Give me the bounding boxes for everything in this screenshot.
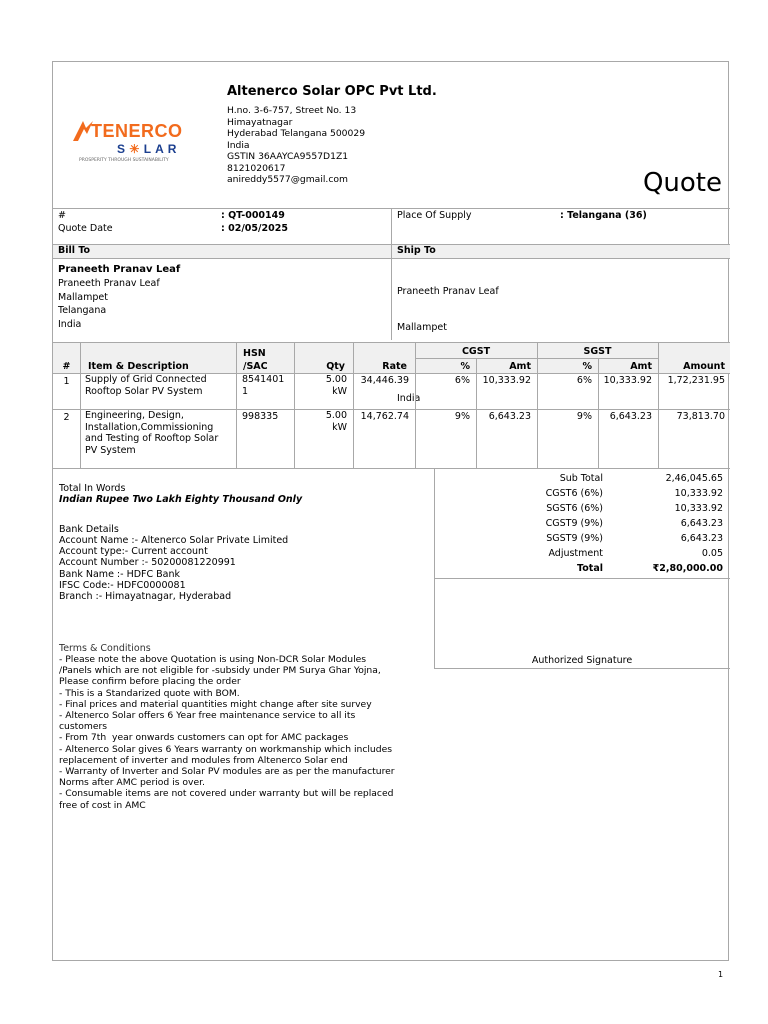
total-value: 10,333.92 (674, 503, 723, 514)
ship-to-heading: Ship To (397, 245, 436, 256)
row-qty: 5.00 kW (325, 374, 347, 397)
quote-number-label: # (58, 210, 66, 221)
row-amount: 73,813.70 (676, 411, 725, 422)
total-value: 2,46,045.65 (665, 473, 723, 484)
col-item-description: Item & Description (88, 361, 189, 372)
quote-page: TENERCO S☀LAR PROSPERITY THROUGH SUSTAINABILITY Altenerco Solar OPC Pvt Ltd. H.no. 3-6-757, Street No. 13 Himayatnagar Hyderabad Telangana 500029 India GSTIN 36AAYCA9557D1Z1 8121020617 anireddy5577@gmail.com Quote # : QT-000149 Quote Date : 02/05/2025 Place Of Supply : Telangana (36) Bill To Ship To Praneeth Pranav Leaf Praneeth Pranav Leaf Mallampet Telangana India Praneeth Pranav Leaf Mallampet India # Item & Description HSN /SAC Qty Rate CGST SGST % Amt % Amt Amount 1 Supply of Grid Connected Rooftop Solar PV System 8541401 1 5.00 kW 34,446.39 6% 10,333.92 6% 10,333.92 1,72,231.95 2 Engineering, Design, Installation,Commissioning and Testing of Rooftop Solar PV System 998335 5.00 kW 14,762.74 9% 6,643.23 9% 6,643.23 73,813.70 Sub Total 2,46,045.65 CGST6 (6%) 10,333.92 SGST6 (6%) 10,333.92 CGST9 (9%) 6,643.23 SGST9 (9%) 6,643.23 Adjustment 0.05 Total ₹2,80,000.00 Authorized Signature Total In Words Indian Rupee Two Lakh Eighty Thousand Only Bank Details Account Name :- Altenerco Solar Private Limited Account type:- Current account Account Number :- 50200081220991 Bank Name :- HDFC Bank IFSC Code:- HDFC0000081 Branch :- Himayatnagar, Hyderabad Terms & Conditions - Please note the above Quotation is using Non-DCR Solar Modules /Panels which are not eligible for -subsidy under PM Surya Ghar Yojna, Please confirm before placing the order - This is a Standarized quote with BOM. - Final prices and material quantities might change after site survey - Altenerco Solar offers 6 Year free maintenance service to all its customers - From 7th year onwards customers can opt for AMC packages - Altenerco Solar gives 6 Years warranty on workmanship which includes replacement of inverter and modules from Altenerco Solar end - Warranty of Inverter and Solar PV modules are as per the manufacturer Norms after AMC period is over. - Consumable items are not covered under warranty but will be replaced free of cost in AMC (52, 61, 729, 961)
total-label: Adjustment (548, 548, 603, 559)
total-label: CGST9 (9%) (545, 518, 603, 529)
company-logo (69, 120, 209, 170)
ship-to-address: Praneeth Pranav Leaf Mallampet India (397, 286, 499, 404)
col-sgst: SGST (583, 346, 612, 357)
row-rate: 14,762.74 (360, 411, 409, 422)
row-qty: 5.00 kW (325, 410, 347, 433)
row-sgst-pct: 6% (576, 375, 592, 386)
bill-to-name: Praneeth Pranav Leaf (58, 264, 181, 275)
total-in-words-label: Total In Words (59, 483, 126, 494)
total-label: CGST6 (6%) (545, 488, 603, 499)
col-cgst: CGST (461, 346, 491, 357)
col-rate: Rate (382, 361, 407, 372)
total-value: 6,643.23 (680, 518, 723, 529)
total-label: SGST6 (6%) (546, 503, 603, 514)
row-cgst-pct: 6% (454, 375, 470, 386)
col-num: # (62, 361, 71, 372)
col-hsn: HSN /SAC (243, 348, 268, 372)
document-title: Quote (642, 168, 722, 198)
total-value: 10,333.92 (674, 488, 723, 499)
row-rate: 34,446.39 (360, 375, 409, 386)
col-sgst-amt: Amt (630, 361, 652, 372)
row-cgst-amt: 10,333.92 (482, 375, 531, 386)
col-cgst-pct: % (460, 361, 470, 372)
grand-total-label: Total (577, 563, 603, 574)
place-of-supply-value: : Telangana (36) (560, 210, 647, 221)
bill-to-address: Praneeth Pranav Leaf Mallampet Telangana India (58, 278, 160, 330)
quote-date-label: Quote Date (58, 223, 113, 234)
row-hsn: 998335 (242, 411, 279, 422)
row-hsn: 8541401 1 (242, 374, 285, 397)
total-label: SGST9 (9%) (546, 533, 603, 544)
row-cgst-pct: 9% (454, 411, 470, 422)
bank-details-heading: Bank Details (59, 524, 119, 535)
company-address: H.no. 3-6-757, Street No. 13 Himayatnagar Hyderabad Telangana 500029 India GSTIN 36AAYCA9557D1Z1 8121020617 anireddy5577@gmail.com (227, 105, 366, 185)
bank-details: Account Name :- Altenerco Solar Private Limited Account type:- Current account Account Number :- 50200081220991 Bank Name :- HDFC Bank IFSC Code:- HDFC0000081 Branch :- Himayatnagar, Hyderabad (59, 535, 289, 603)
col-cgst-amt: Amt (509, 361, 531, 372)
authorized-signature: Authorized Signature (531, 655, 633, 666)
quote-date-value: : 02/05/2025 (221, 223, 288, 234)
row-sgst-amt: 10,333.92 (603, 375, 652, 386)
col-amount: Amount (683, 361, 725, 372)
total-label: Sub Total (559, 473, 603, 484)
logo-wordmark: TENERCO (91, 121, 183, 141)
logo-tagline: PROSPERITY THROUGH SUSTAINABILITY (79, 158, 169, 163)
page-number: 1 (718, 970, 724, 979)
place-of-supply-label: Place Of Supply (397, 210, 472, 221)
row-cgst-amt: 6,643.23 (488, 411, 531, 422)
grand-total-value: ₹2,80,000.00 (652, 563, 723, 574)
row-sgst-amt: 6,643.23 (609, 411, 652, 422)
logo-solar: S☀LAR (117, 142, 181, 156)
bill-to-heading: Bill To (58, 245, 91, 256)
col-sgst-pct: % (582, 361, 592, 372)
terms-list: - Please note the above Quotation is using Non-DCR Solar Modules /Panels which are not eligible for -subsidy under PM Surya Ghar Yojna, Please confirm before placing the order - This is a Standarized quote with BOM. - Final prices and material quantities might change after site survey - Altenerco Solar offers 6 Year free maintenance service to all its customers - From 7th year onwards customers can opt for AMC packages - Altenerco Solar gives 6 Years warranty on workmanship which includes replacement of inverter and modules from Altenerco Solar end - Warranty of Inverter and Solar PV modules are as per the manufacturer Norms after AMC period is over. - Consumable items are not covered under warranty but will be replaced free of cost in AMC (59, 654, 395, 811)
total-in-words-value: Indian Rupee Two Lakh Eighty Thousand Only (59, 494, 303, 505)
col-qty: Qty (326, 361, 345, 372)
row-amount: 1,72,231.95 (667, 375, 725, 386)
total-value: 6,643.23 (680, 533, 723, 544)
row-description: Engineering, Design, Installation,Commissioning and Testing of Rooftop Solar PV System (85, 410, 219, 456)
quote-number-value: : QT-000149 (221, 210, 285, 221)
total-value: 0.05 (701, 548, 723, 559)
row-sgst-pct: 9% (576, 411, 592, 422)
company-name: Altenerco Solar OPC Pvt Ltd. (227, 84, 437, 99)
row-description: Supply of Grid Connected Rooftop Solar PV System (85, 374, 207, 397)
terms-heading: Terms & Conditions (59, 643, 151, 654)
